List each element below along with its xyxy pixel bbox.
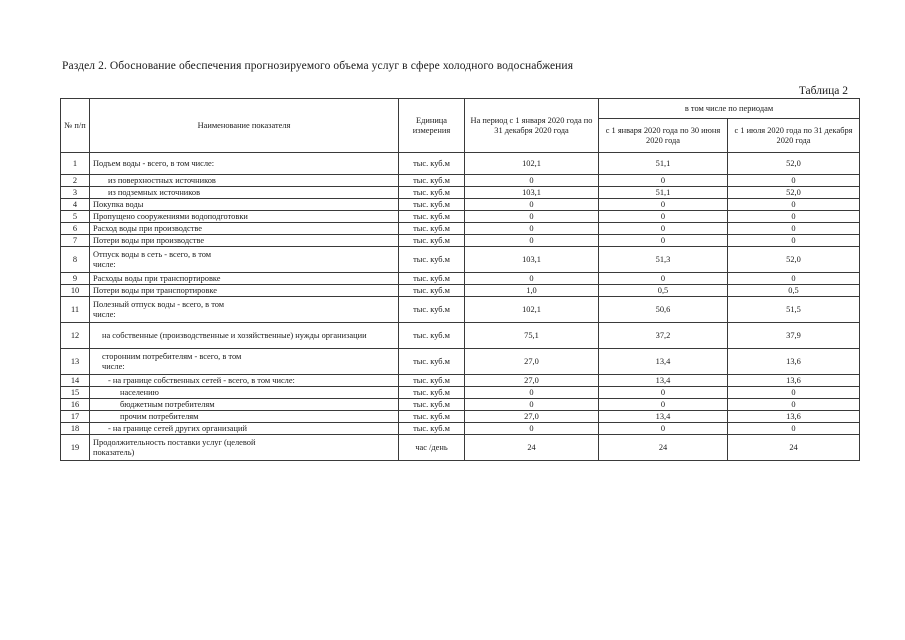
row-half1: 0 xyxy=(599,387,728,399)
row-unit: тыс. куб.м xyxy=(399,297,465,323)
table-row xyxy=(61,423,860,435)
row-half1: 0 xyxy=(599,273,728,285)
row-total: 102,1 xyxy=(465,153,599,175)
row-num: 4 xyxy=(61,199,90,211)
row-unit: тыс. куб.м xyxy=(399,187,465,199)
row-total: 103,1 xyxy=(465,247,599,273)
row-num: 9 xyxy=(61,273,90,285)
row-unit: тыс. куб.м xyxy=(399,399,465,411)
row-unit: тыс. куб.м xyxy=(399,387,465,399)
table-row xyxy=(61,349,860,375)
header-name: Наименование показателя xyxy=(90,99,399,153)
row-half1: 51,3 xyxy=(599,247,728,273)
row-unit: тыс. куб.м xyxy=(399,235,465,247)
row-total: 24 xyxy=(465,435,599,461)
row-num: 12 xyxy=(61,323,90,349)
row-total: 27,0 xyxy=(465,349,599,375)
row-num: 3 xyxy=(61,187,90,199)
row-half1: 0 xyxy=(599,175,728,187)
row-half1: 51,1 xyxy=(599,187,728,199)
row-total: 75,1 xyxy=(465,323,599,349)
row-unit: тыс. куб.м xyxy=(399,153,465,175)
header-num: № п/п xyxy=(61,99,90,153)
row-half1: 0 xyxy=(599,199,728,211)
row-half1: 51,1 xyxy=(599,153,728,175)
row-num: 17 xyxy=(61,411,90,423)
row-num: 5 xyxy=(61,211,90,223)
row-unit: тыс. куб.м xyxy=(399,349,465,375)
row-total: 0 xyxy=(465,423,599,435)
row-name: Покупка воды xyxy=(90,199,399,211)
row-half1: 0 xyxy=(599,399,728,411)
row-num: 19 xyxy=(61,435,90,461)
row-unit: тыс. куб.м xyxy=(399,423,465,435)
table-row xyxy=(61,187,860,199)
table-row xyxy=(61,297,860,323)
row-half1: 13,4 xyxy=(599,349,728,375)
row-half2: 0 xyxy=(728,399,860,411)
section-title: Раздел 2. Обоснование обеспечения прогнозируемого объема услуг в сфере холодного водоснабжения xyxy=(62,60,574,72)
row-num: 16 xyxy=(61,399,90,411)
row-total: 0 xyxy=(465,175,599,187)
row-num: 1 xyxy=(61,153,90,175)
header-period: На период с 1 января 2020 года по 31 декабря 2020 года xyxy=(465,99,599,153)
table-row xyxy=(61,435,860,461)
table-row xyxy=(61,323,860,349)
row-name: населению xyxy=(90,387,399,399)
row-total: 103,1 xyxy=(465,187,599,199)
table-row xyxy=(61,273,860,285)
row-unit: тыс. куб.м xyxy=(399,323,465,349)
row-name: Отпуск воды в сеть - всего, в том числе: xyxy=(90,247,399,273)
row-num: 18 xyxy=(61,423,90,435)
row-num: 14 xyxy=(61,375,90,387)
table-caption: Таблица 2 xyxy=(798,85,848,97)
row-unit: тыс. куб.м xyxy=(399,285,465,297)
table-row xyxy=(61,247,860,273)
row-unit: тыс. куб.м xyxy=(399,273,465,285)
row-total: 0 xyxy=(465,273,599,285)
row-total: 0 xyxy=(465,387,599,399)
row-half1: 50,6 xyxy=(599,297,728,323)
row-unit: час /день xyxy=(399,435,465,461)
header-half2: с 1 июля 2020 года по 31 декабря 2020 года xyxy=(728,119,860,153)
row-name: - на границе собственных сетей - всего, в том числе: xyxy=(90,375,399,387)
indicators-table xyxy=(60,98,860,461)
row-name: сторонним потребителям - всего, в том числе: xyxy=(90,349,399,375)
row-name: - на границе сетей других организаций xyxy=(90,423,399,435)
row-unit: тыс. куб.м xyxy=(399,175,465,187)
row-half2: 52,0 xyxy=(728,187,860,199)
row-unit: тыс. куб.м xyxy=(399,375,465,387)
row-name: из поверхностных источников xyxy=(90,175,399,187)
row-name: Пропущено сооружениями водоподготовки xyxy=(90,211,399,223)
row-half2: 52,0 xyxy=(728,153,860,175)
row-half2: 13,6 xyxy=(728,349,860,375)
table-row xyxy=(61,235,860,247)
header-half1: с 1 января 2020 года по 30 июня 2020 года xyxy=(599,119,728,153)
row-name: Полезный отпуск воды - всего, в том числе: xyxy=(90,297,399,323)
table-row xyxy=(61,411,860,423)
row-unit: тыс. куб.м xyxy=(399,223,465,235)
row-total: 102,1 xyxy=(465,297,599,323)
row-half1: 13,4 xyxy=(599,411,728,423)
row-half2: 0 xyxy=(728,235,860,247)
row-name: прочим потребителям xyxy=(90,411,399,423)
row-unit: тыс. куб.м xyxy=(399,199,465,211)
row-name: Потери воды при транспортировке xyxy=(90,285,399,297)
row-total: 0 xyxy=(465,199,599,211)
table-row xyxy=(61,387,860,399)
row-half1: 13,4 xyxy=(599,375,728,387)
table-row xyxy=(61,399,860,411)
row-total: 27,0 xyxy=(465,411,599,423)
row-name: Подъем воды - всего, в том числе: xyxy=(90,153,399,175)
row-half2: 13,6 xyxy=(728,411,860,423)
table-row xyxy=(61,175,860,187)
row-half1: 0,5 xyxy=(599,285,728,297)
row-num: 2 xyxy=(61,175,90,187)
row-num: 11 xyxy=(61,297,90,323)
row-half2: 51,5 xyxy=(728,297,860,323)
row-half2: 52,0 xyxy=(728,247,860,273)
row-half2: 0 xyxy=(728,387,860,399)
row-half1: 0 xyxy=(599,223,728,235)
row-half2: 37,9 xyxy=(728,323,860,349)
row-half1: 24 xyxy=(599,435,728,461)
row-half1: 0 xyxy=(599,235,728,247)
row-total: 1,0 xyxy=(465,285,599,297)
row-num: 6 xyxy=(61,223,90,235)
row-unit: тыс. куб.м xyxy=(399,211,465,223)
row-unit: тыс. куб.м xyxy=(399,247,465,273)
row-num: 10 xyxy=(61,285,90,297)
row-total: 0 xyxy=(465,235,599,247)
row-half1: 37,2 xyxy=(599,323,728,349)
row-total: 0 xyxy=(465,211,599,223)
row-num: 13 xyxy=(61,349,90,375)
row-half2: 13,6 xyxy=(728,375,860,387)
row-name: Расход воды при производстве xyxy=(90,223,399,235)
row-name: на собственные (производственные и хозяйственные) нужды организации xyxy=(90,323,399,349)
row-num: 15 xyxy=(61,387,90,399)
row-half2: 0 xyxy=(728,273,860,285)
row-total: 0 xyxy=(465,399,599,411)
row-name: Потери воды при производстве xyxy=(90,235,399,247)
row-half2: 0 xyxy=(728,223,860,235)
table-row xyxy=(61,211,860,223)
row-name: Продолжительность поставки услуг (целевой показатель) xyxy=(90,435,399,461)
row-unit: тыс. куб.м xyxy=(399,411,465,423)
row-total: 27,0 xyxy=(465,375,599,387)
row-name: Расходы воды при транспортировке xyxy=(90,273,399,285)
row-half2: 0,5 xyxy=(728,285,860,297)
row-name: из подземных источников xyxy=(90,187,399,199)
header-unit: Единица измерения xyxy=(399,99,465,153)
row-num: 7 xyxy=(61,235,90,247)
row-half1: 0 xyxy=(599,211,728,223)
row-name: бюджетным потребителям xyxy=(90,399,399,411)
row-half2: 0 xyxy=(728,199,860,211)
table-row xyxy=(61,375,860,387)
row-half2: 0 xyxy=(728,211,860,223)
row-num: 8 xyxy=(61,247,90,273)
row-half2: 0 xyxy=(728,175,860,187)
row-half2: 0 xyxy=(728,423,860,435)
header-subperiods: в том числе по периодам xyxy=(599,99,860,119)
table-row xyxy=(61,285,860,297)
table-row xyxy=(61,223,860,235)
row-half1: 0 xyxy=(599,423,728,435)
row-half2: 24 xyxy=(728,435,860,461)
table-row xyxy=(61,199,860,211)
table-row xyxy=(61,153,860,175)
row-total: 0 xyxy=(465,223,599,235)
